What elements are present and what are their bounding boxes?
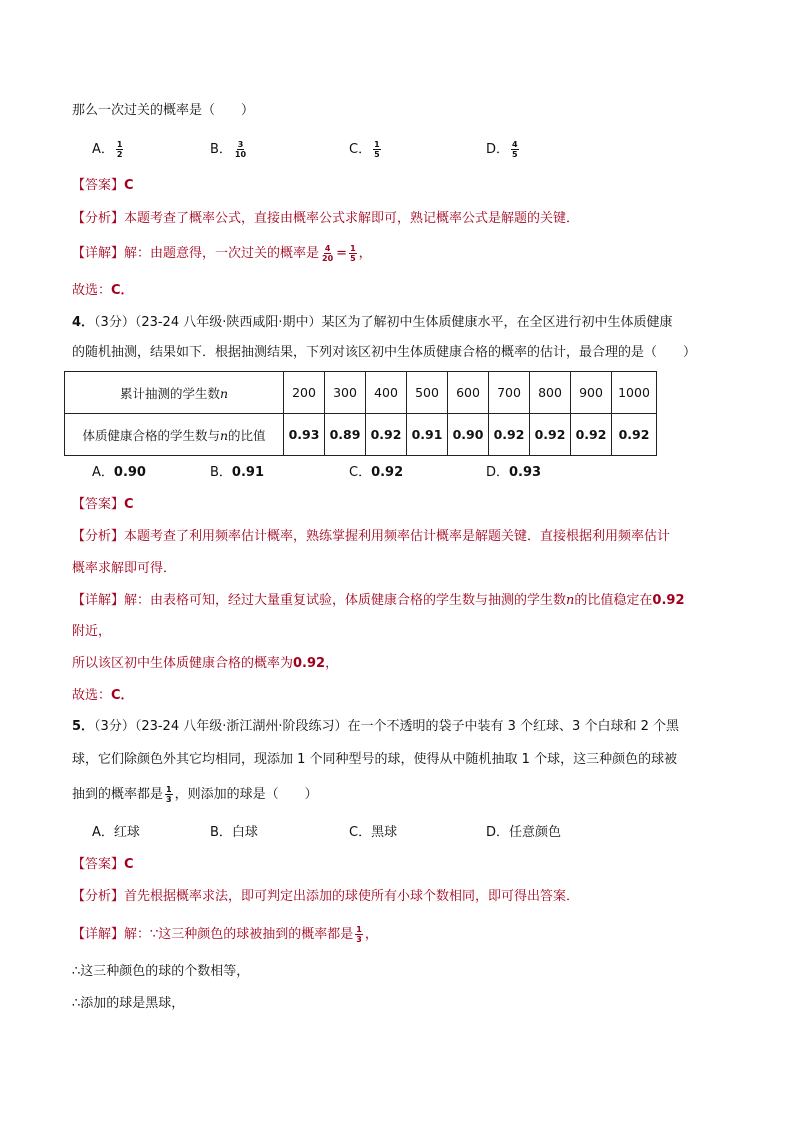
table-cell: 0.92 — [571, 414, 612, 456]
analysis-text: 首先根据概率求法，即可判定出添加的球使所有小球个数相同，即可得出答案． — [124, 889, 580, 904]
option-letter: D． — [486, 465, 510, 480]
q5-option-d[interactable] — [486, 823, 561, 843]
detail-label: 【详解】 — [72, 593, 125, 608]
q4-option-c[interactable] — [349, 463, 403, 483]
q5-stem-line1 — [72, 717, 679, 737]
detail-text: 解：由题意得，一次过关的概率是 — [124, 246, 320, 261]
q5-option-c[interactable] — [349, 823, 397, 843]
table-cell: 900 — [571, 372, 612, 414]
option-letter: A． — [92, 465, 114, 480]
question-source: （23-24 八年级·陕西咸阳·期中） — [134, 315, 322, 330]
question-number: 5． — [72, 719, 95, 734]
q3-analysis — [72, 209, 579, 229]
table-cell: 0.93 — [284, 414, 325, 456]
detail-label: 【详解】 — [72, 927, 125, 942]
q4-option-b[interactable] — [210, 463, 264, 483]
detail-fraction: $\frac{4}{20}$ — [322, 244, 334, 263]
table-cell: 400 — [366, 372, 407, 414]
answer-label: 【答案】 — [72, 857, 125, 872]
q3-detail — [72, 244, 372, 264]
option-text: 白球 — [231, 825, 258, 840]
q3-stem: 那么一次过关的概率是（ ） — [72, 103, 255, 118]
option-letter: C． — [349, 825, 372, 840]
option-letter: D． — [486, 142, 510, 157]
question-stem: 抽到的概率都是 — [72, 787, 164, 802]
question-stem: ，则添加的球是（ ） — [174, 787, 318, 802]
q5-analysis — [72, 887, 579, 907]
option-text: 0.92 — [371, 465, 404, 480]
choose-answer: C． — [111, 688, 134, 703]
table-cell: 0.92 — [612, 414, 657, 456]
q4-option-a[interactable] — [92, 463, 146, 483]
q4-data-table — [64, 371, 657, 456]
option-text: 0.90 — [113, 465, 146, 480]
equals-sign: = — [336, 246, 348, 261]
option-fraction: $\frac{1}{2}$ — [116, 140, 123, 159]
detail-number: 0.92 — [652, 593, 685, 608]
table-cell: 0.92 — [489, 414, 530, 456]
table-cell: 800 — [530, 372, 571, 414]
option-text: 0.91 — [231, 465, 264, 480]
detail-fraction: $\frac{1}{3}$ — [356, 925, 362, 944]
answer-label: 【答案】 — [72, 178, 125, 193]
q3-option-a[interactable] — [92, 140, 125, 160]
table-cell: 300 — [325, 372, 366, 414]
table-header-cell: 累计抽测的学生数n — [65, 372, 284, 414]
analysis-text: 本题考查了概率公式，直接由概率公式求解即可，熟记概率公式是解题的关键． — [124, 211, 580, 226]
analysis-label: 【分析】 — [72, 211, 125, 226]
q5-answer — [72, 855, 134, 875]
answer-label: 【答案】 — [72, 497, 125, 512]
detail-text: 所以该区初中生体质健康合格的概率为 — [72, 656, 294, 671]
option-letter: B． — [210, 465, 232, 480]
detail-text: 解：∵这三种颜色的球被抽到的概率都是 — [124, 927, 354, 942]
q3-option-c[interactable] — [349, 140, 383, 160]
table-cell: 500 — [407, 372, 448, 414]
q3-option-d[interactable] — [486, 140, 521, 160]
analysis-label: 【分析】 — [72, 889, 125, 904]
option-text: 红球 — [113, 825, 140, 840]
answer-value: C — [124, 497, 134, 512]
q5-detail-line1 — [72, 925, 378, 945]
table-cell: 0.89 — [325, 414, 366, 456]
analysis-text: 本题考查了利用频率估计概率，熟练掌握利用频率估计概率是解题关键．直接根据利用频率估计 — [124, 529, 671, 544]
option-letter: B． — [210, 825, 232, 840]
option-letter: D． — [486, 825, 510, 840]
q4-detail-line2: 附近， — [72, 624, 112, 639]
stem-fraction: $\frac{1}{3}$ — [166, 785, 172, 804]
q3-option-b[interactable] — [210, 140, 249, 160]
detail-text: 解：由表格可知，经过大量重复试验，体质健康合格的学生数与抽测的学生数 — [124, 593, 567, 608]
q5-stem-line3 — [72, 785, 318, 805]
q4-choose — [72, 686, 134, 706]
q4-option-d[interactable] — [486, 463, 541, 483]
q4-detail-line3 — [72, 654, 338, 674]
table-cell: 0.90 — [448, 414, 489, 456]
table-cell: 200 — [284, 372, 325, 414]
answer-value: C — [124, 178, 134, 193]
q4-stem-line1 — [72, 313, 673, 333]
question-score: （3分） — [94, 315, 135, 330]
detail-number: 0.92 — [293, 656, 326, 671]
table-cell: 600 — [448, 372, 489, 414]
option-text: 任意颜色 — [509, 825, 562, 840]
detail-label: 【详解】 — [72, 246, 125, 261]
choose-label: 故选： — [72, 688, 112, 703]
table-row — [65, 414, 657, 456]
detail-punct: ， — [358, 246, 372, 261]
q5-option-b[interactable] — [210, 823, 258, 843]
table-cell: 0.92 — [366, 414, 407, 456]
q3-answer — [72, 176, 134, 196]
table-cell: 1000 — [612, 372, 657, 414]
table-row — [65, 372, 657, 414]
option-letter: A． — [92, 142, 114, 157]
option-fraction: $\frac{1}{5}$ — [374, 140, 380, 159]
variable-n: n — [566, 593, 575, 608]
q4-stem-line2: 的随机抽测，结果如下．根据抽测结果，下列对该区初中生体质健康合格的概率的估计，最合理的是（ ） — [72, 345, 697, 360]
option-text: 0.93 — [509, 465, 542, 480]
option-letter: C． — [349, 465, 372, 480]
detail-punct: ， — [364, 927, 378, 942]
q5-stem-line2: 球，它们除颜色外其它均相同，现添加 1 个同种型号的球，使得从中随机抽取 1 个球，这三种颜色的球被 — [72, 752, 678, 767]
q4-detail-line1 — [72, 591, 685, 611]
option-fraction: $\frac{3}{10}$ — [234, 140, 247, 159]
table-cell: 0.91 — [407, 414, 448, 456]
table-cell: 700 — [489, 372, 530, 414]
q4-analysis-line2: 概率求解即可得． — [72, 561, 177, 576]
option-text: 黑球 — [371, 825, 398, 840]
analysis-label: 【分析】 — [72, 529, 125, 544]
q4-answer — [72, 495, 134, 515]
question-score: （3分） — [94, 719, 135, 734]
detail-text: 的比值稳定在 — [574, 593, 653, 608]
q5-detail-line2: ∴这三种颜色的球的个数相等， — [72, 964, 250, 979]
q5-detail-line3: ∴添加的球是黑球， — [72, 996, 185, 1011]
question-stem: 某区为了解初中生体质健康水平，在全区进行初中生体质健康 — [321, 315, 673, 330]
q4-analysis-line1 — [72, 527, 670, 547]
option-letter: C． — [349, 142, 372, 157]
question-number: 4． — [72, 315, 95, 330]
detail-fraction: $\frac{1}{5}$ — [350, 244, 356, 263]
question-source: （23-24 八年级·浙江湖州·阶段练习） — [134, 719, 348, 734]
table-header-cell: 体质健康合格的学生数与n的比值 — [65, 414, 284, 456]
q5-option-a[interactable] — [92, 823, 140, 843]
choose-label: 故选： — [72, 283, 112, 298]
option-letter: A． — [92, 825, 114, 840]
option-letter: B． — [210, 142, 232, 157]
choose-answer: C． — [111, 283, 134, 298]
q3-choose — [72, 281, 134, 301]
detail-punct: ， — [325, 656, 339, 671]
answer-value: C — [124, 857, 134, 872]
table-cell: 0.92 — [530, 414, 571, 456]
option-fraction: $\frac{4}{5}$ — [512, 140, 518, 159]
question-stem: 在一个不透明的袋子中装有 3 个红球、3 个白球和 2 个黑 — [347, 719, 679, 734]
